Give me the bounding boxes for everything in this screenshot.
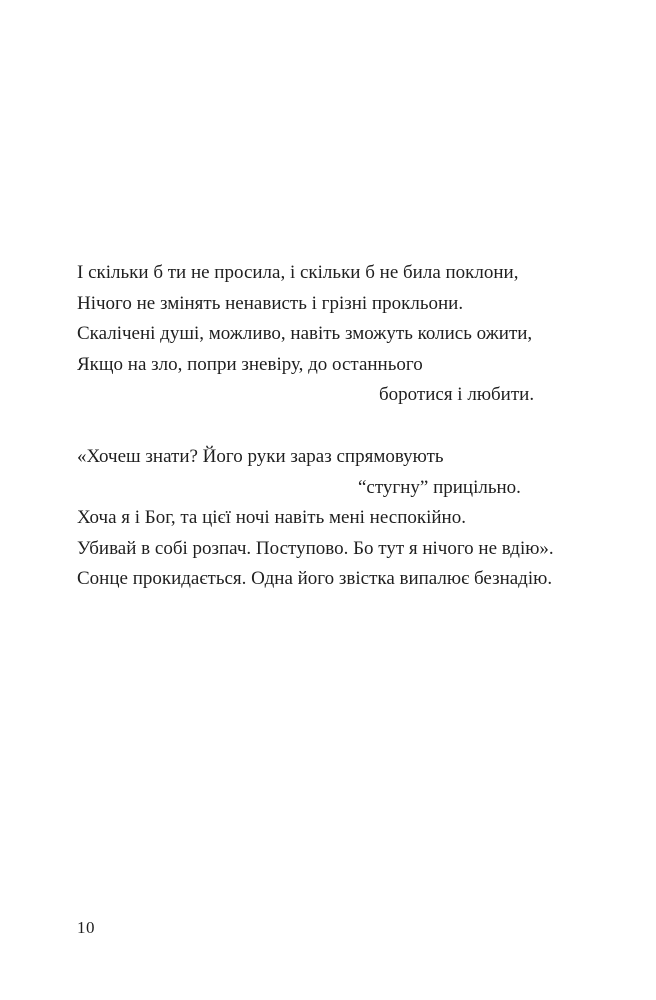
poem-line: І скільки б ти не просила, і скільки б не била поклони, [77,262,519,283]
poem-line-continuation: “стугну” прицільно. [358,476,521,498]
poem-line: Якщо на зло, попри зневіру, до останнього [77,353,423,375]
poem-line: Нічого не змінять ненависть і грізні прокльони. [77,292,464,314]
stanza-2 [77,442,637,595]
poem-line: Хоча я і Бог, та цієї ночі навіть мені неспокійно. [77,507,466,529]
poem-line-continuation: боротися і любити. [379,384,535,406]
poem [77,258,637,595]
poem-line: Скалічені душі, можливо, навіть зможуть колись ожити, [77,323,533,345]
stanza-1 [77,258,637,411]
poem-line: Сонце прокидається. Одна його звістка випалює безнадію. [77,568,553,590]
poem-line: Убивай в собі розпач. Поступово. Бо тут я нічого не вдію». [77,537,554,559]
page-number: 10 [77,918,95,937]
poem-line: «Хочеш знати? Його руки зараз спрямовують [77,445,444,467]
